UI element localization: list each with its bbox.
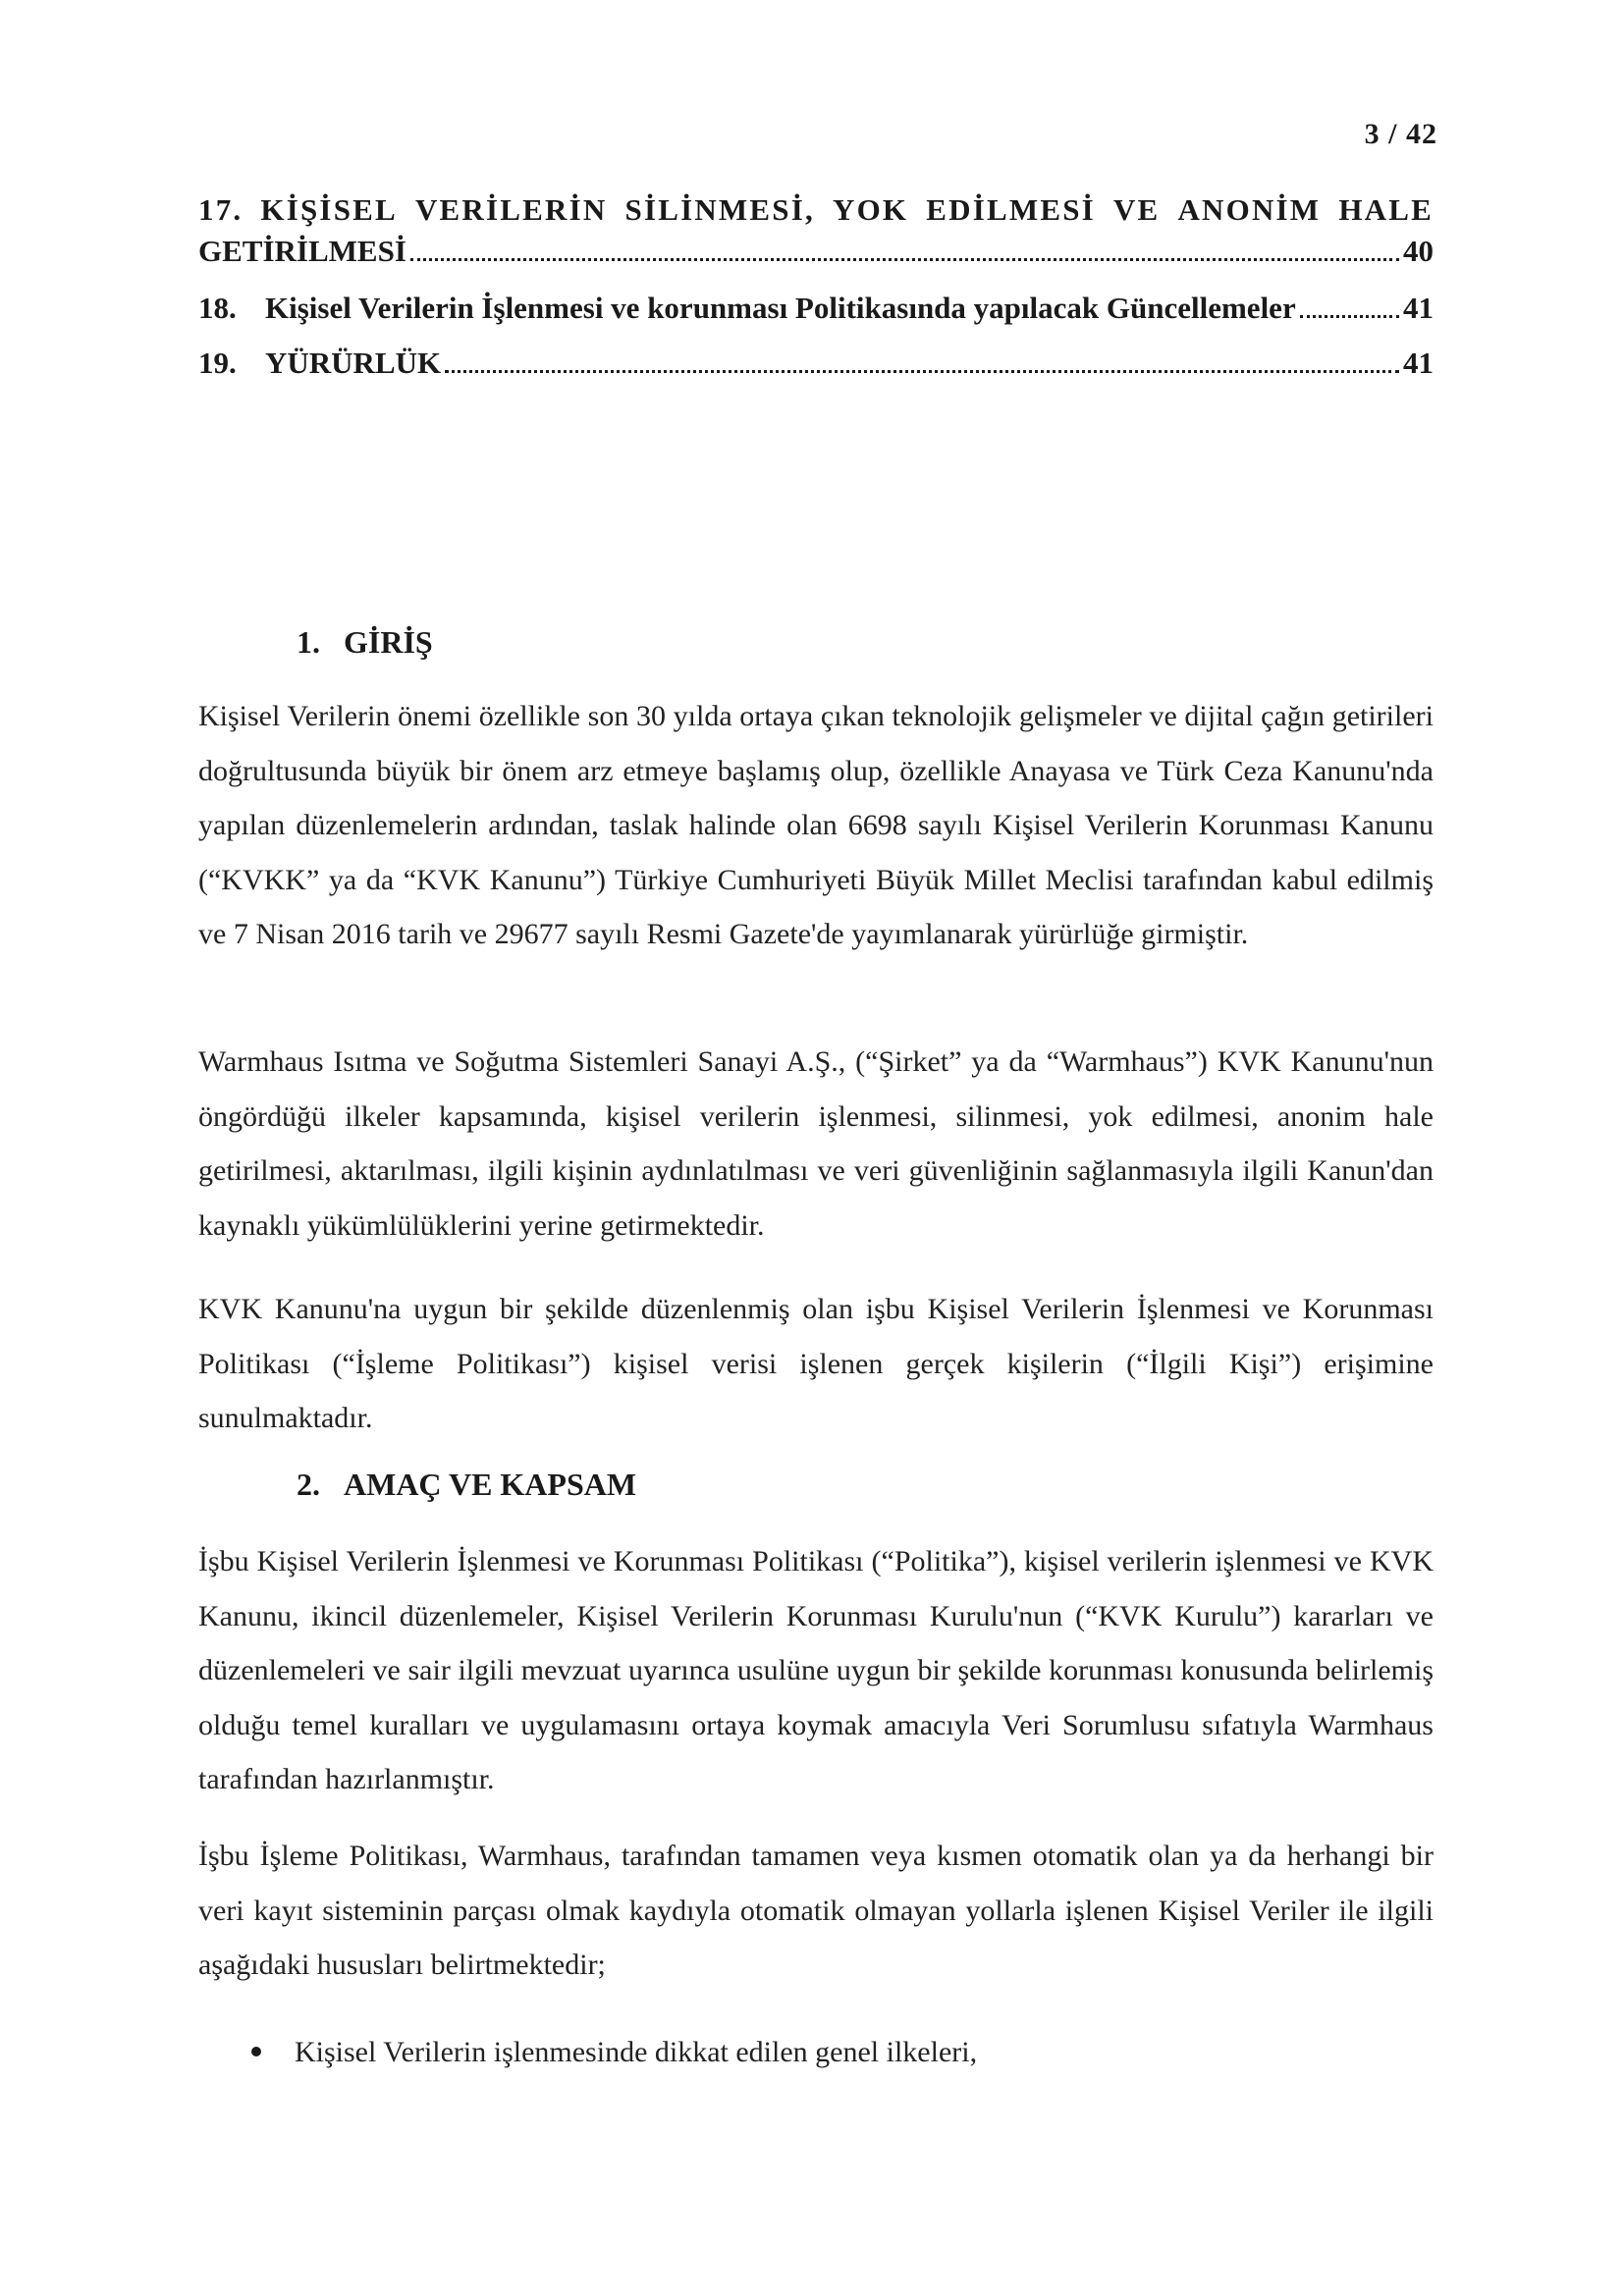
toc-entry-number: 19. — [198, 346, 237, 380]
bullet-text: Kişisel Verilerin işlenmesinde dikkat edilen genel ilkeleri, — [295, 2036, 978, 2068]
toc-entry-number: 18. — [198, 291, 237, 325]
bullet-list-item — [251, 2025, 977, 2079]
table-of-contents — [198, 192, 1434, 400]
toc-entry-17[interactable] — [198, 192, 1434, 291]
toc-entry-title-line1 — [198, 192, 1434, 228]
paragraph: Warmhaus Isıtma ve Soğutma Sistemleri Sanayi A.Ş., (“Şirket” ya da “Warmhaus”) KVK Kanunu'nun öngördüğü ilkeler kapsamında, kişisel verilerin işlenmesi, silinmesi, yok edilmesi, anonim hale getirilmesi, aktarılması, ilgili kişinin aydınlatılması ve veri güvenliğinin sağlanmasıyla ilgili Kanun'dan kaynaklı yükümlülüklerini yerine getirmektedir. — [198, 1045, 1434, 1242]
toc-word: ANONİM — [1177, 192, 1322, 227]
paragraph: İşbu İşleme Politikası, Warmhaus, tarafından tamamen veya kısmen otomatik olan ya da herhangi bir veri kayıt sisteminin parçası olmak kaydıyla otomatik olmayan yollarla işlenen Kişisel Veriler ile ilgili aşağıdaki hususları belirtmektedir; — [198, 1840, 1434, 1981]
toc-entry-page: 41 — [1403, 346, 1434, 380]
toc-word: SİLİNMESİ, — [624, 192, 815, 227]
toc-leader-dots — [410, 258, 1399, 261]
section-number: 2. — [297, 1467, 320, 1502]
section-heading-giris — [297, 624, 433, 661]
toc-entry-title-line2 — [198, 234, 1434, 269]
toc-entry-18[interactable] — [198, 291, 1434, 346]
section-heading-amac-ve-kapsam — [297, 1467, 636, 1503]
toc-entry-19[interactable] — [198, 346, 1434, 400]
toc-entry-title: Kişisel Verilerin İşlenmesi ve korunması Politikasında yapılacak Güncellemeler — [265, 291, 1296, 325]
toc-entry-title: YÜRÜRLÜK — [265, 346, 442, 380]
paragraph: İşbu Kişisel Verilerin İşlenmesi ve Korunması Politikası (“Politika”), kişisel verilerin işlenmesi ve KVK Kanunu, ikincil düzenlemeler, Kişisel Verilerin Korunması Kurulu'nun (“KVK Kurulu”) kararları ve düzenlemeleri ve sair ilgili mevzuat uyarınca usulüne uygun bir şekilde korunması konusunda belirlemiş olduğu temel kuralları ve uygulamasını ortaya koymak amacıyla Veri Sorumlusu sıfatıyla Warmhaus tarafından hazırlanmıştır. — [198, 1545, 1434, 1795]
section-number: 1. — [297, 624, 320, 660]
toc-leader-dots — [1300, 315, 1399, 318]
toc-word: EDİLMESİ — [926, 192, 1096, 227]
toc-entry-title: GETİRİLMESİ — [198, 234, 406, 268]
toc-entry-page: 40 — [1403, 234, 1434, 268]
section-title: GİRİŞ — [344, 624, 433, 660]
section-title: AMAÇ VE KAPSAM — [344, 1467, 637, 1502]
toc-entry-page: 41 — [1403, 291, 1434, 325]
bullet-icon — [251, 2047, 261, 2056]
page-number: 3 / 42 — [1364, 118, 1437, 150]
toc-word: HALE — [1338, 192, 1434, 227]
paragraph: Kişisel Verilerin önemi özellikle son 30 yılda ortaya çıkan teknolojik gelişmeler ve dijital çağın getirileri doğrultusunda büyük bir önem arz etmeye başlamış olup, özellikle Anayasa ve Türk Ceza Kanunu'nda yapılan düzenlemelerin ardından, taslak halinde olan 6698 sayılı Kişisel Verilerin Korunması Kanunu (“KVKK” ya da “KVK Kanunu”) Türkiye Cumhuriyeti Büyük Millet Meclisi tarafından kabul edilmiş ve 7 Nisan 2016 tarih ve 29677 sayılı Resmi Gazete'de yayımlanarak yürürlüğe girmiştir. — [198, 700, 1434, 950]
toc-entry-number: 17. — [198, 192, 244, 227]
toc-word: VERİLERİN — [414, 192, 608, 227]
toc-word: YOK — [832, 192, 909, 227]
toc-word: KİŞİSEL — [260, 192, 398, 227]
paragraph: KVK Kanunu'na uygun bir şekilde düzenlenmiş olan işbu Kişisel Verilerin İşlenmesi ve Korunması Politikası (“İşleme Politikası”) kişisel verisi işlenen gerçek kişilerin (“İlgili Kişi”) erişimine sunulmaktadır. — [198, 1293, 1434, 1434]
toc-leader-dots — [445, 370, 1399, 373]
toc-word: VE — [1112, 192, 1161, 227]
